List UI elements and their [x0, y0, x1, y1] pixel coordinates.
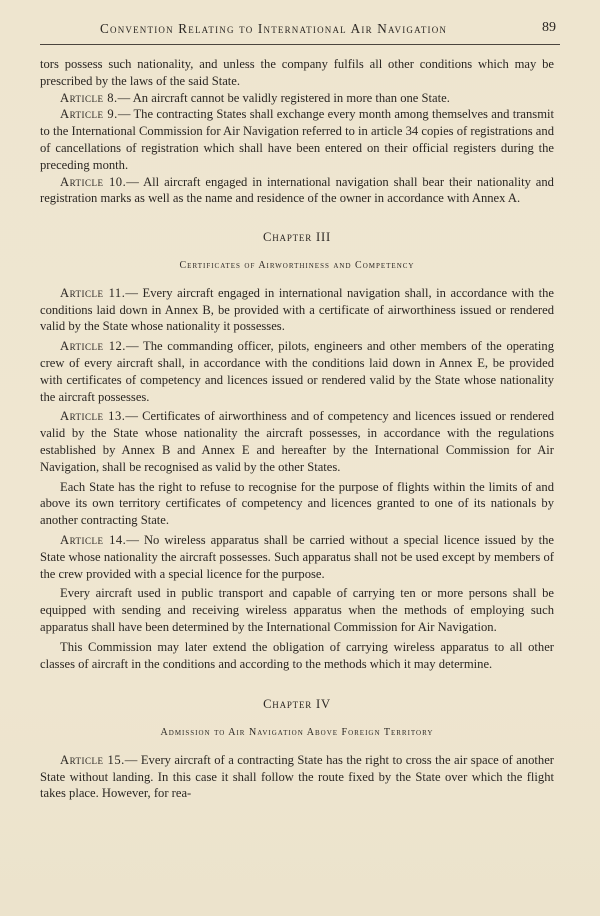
- article-10: [40, 174, 554, 208]
- article-13-text: — Certificates of airworthiness and of competency and licences issued or rendered valid by the State whose nationality the aircraft possesses, in accordance with the regulations established by Annex B and Annex E and hereafter by the International Commission for Air Navigation, shall be recognised as valid by the other States.: [40, 409, 554, 474]
- article-8-text: — An aircraft cannot be validly registered in more than one State.: [117, 90, 450, 105]
- article-14: [40, 532, 554, 582]
- paragraph-wireless-transport: Every aircraft used in public transport and capable of carrying ten or more persons shall be equipped with sending and receiving wireless apparatus when the methods of employing such apparatus shall have been determined by the International Commission for Air Navigation.: [40, 586, 554, 634]
- article-14-label: Article 14.: [60, 532, 127, 547]
- chapter-4-heading: Chapter IV: [263, 697, 331, 712]
- article-9: [40, 106, 554, 173]
- article-13: [40, 408, 554, 475]
- article-15-label: Article 15.: [60, 752, 125, 767]
- article-11-text: — Every aircraft engaged in international navigation shall, in accordance with the conditions laid down in Annex B, be provided with a certificate of airworthiness issued or rendered valid by the State whose nationality it possesses.: [40, 285, 554, 334]
- page-header: [40, 18, 560, 45]
- article-15: [40, 752, 554, 802]
- page-number: 89: [542, 20, 556, 35]
- article-13-label: Article 13.: [60, 409, 126, 424]
- article-9-text: — The contracting States shall exchange every month among themselves and transmit to the International Commission for Air Navigation referred to in article 34 copies of registrations and of cancellations of registration which shall have been entered on their official registers during the preceding month.: [40, 107, 555, 172]
- running-title: Convention Relating to International Air Navigation: [100, 21, 448, 36]
- paragraph-recognition: Each State has the right to refuse to recognise for the purpose of flights within the limits of and above its own territory certificates of competency and licences granted to one of its nationals by another contracting State.: [40, 479, 554, 528]
- article-12: [40, 338, 554, 405]
- paragraph-wireless-commission: This Commission may later extend the obligation of carrying wireless apparatus to all other classes of aircraft in the conditions and according to the methods which it may determine.: [40, 639, 554, 671]
- article-10-text: — All aircraft engaged in international navigation shall bear their nationality and registration marks as well as the name and residence of the owner in accordance with Annex A.: [40, 174, 554, 206]
- paragraph-continued: tors possess such nationality, and unless the company fulfils all other conditions which may be prescribed by the laws of the said State.: [40, 57, 554, 88]
- article-11: [40, 285, 554, 335]
- article-15-text: — Every aircraft of a contracting State has the right to cross the air space of another State without landing. In this case it shall follow the route fixed by the State over which the flight takes place. However, for rea-: [40, 752, 554, 801]
- chapter-4-subtitle: Admission to Air Navigation Above Foreign Territory: [160, 727, 434, 739]
- chapter-3-heading: Chapter III: [263, 230, 331, 245]
- body-text: [40, 56, 554, 802]
- article-12-text: — The commanding officer, pilots, engineers and other members of the operating crew of every aircraft shall, in accordance with the conditions laid down in Annex E, be provided with certificates of competency and licences issued or rendered valid by the State whose nationality the aircraft possesses.: [40, 339, 554, 404]
- article-8-label: Article 8.: [60, 90, 118, 105]
- article-9-label: Article 9.: [60, 107, 118, 122]
- article-12-label: Article 12.: [60, 339, 126, 354]
- chapter-3-subtitle: Certificates of Airworthiness and Competency: [179, 259, 415, 271]
- article-8: [40, 90, 554, 107]
- article-10-label: Article 10.: [60, 174, 127, 189]
- article-14-text: — No wireless apparatus shall be carried without a special licence issued by the State whose nationality the aircraft possesses. Such apparatus shall not be used except by members of the crew provided with a special licence for the purpose.: [40, 532, 554, 581]
- article-11-label: Article 11.: [60, 285, 126, 300]
